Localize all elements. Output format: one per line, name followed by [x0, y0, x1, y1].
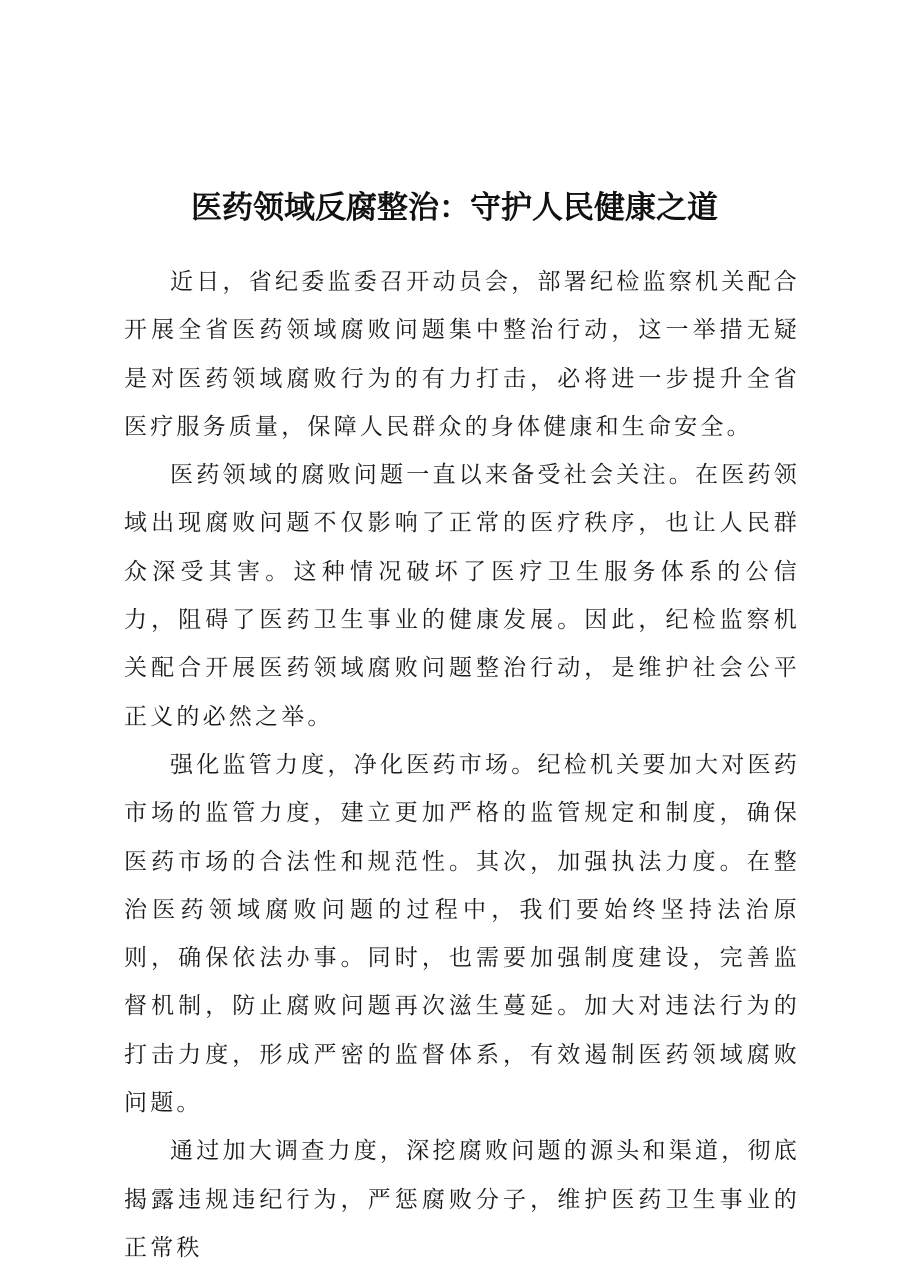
paragraph-1: 近日，省纪委监委召开动员会，部署纪检监察机关配合开展全省医药领域腐败问题集中整治行动，这一举措无疑是对医药领域腐败行为的有力打击，必将进一步提升全省医疗服务质量，保障人民群众的身体健康和生命安全。: [124, 269, 800, 440]
paragraph-4: 通过加大调查力度，深挖腐败问题的源头和渠道，彻底揭露违规违纪行为，严惩腐败分子，维护医药卫生事业的正常秩: [124, 1138, 800, 1261]
paragraph-2: 医药领域的腐败问题一直以来备受社会关注。在医药领域出现腐败问题不仅影响了正常的医疗秩序，也让人民群众深受其害。这种情况破坏了医疗卫生服务体系的公信力，阻碍了医药卫生事业的健康发展。因此，纪检监察机关配合开展医药领域腐败问题整治行动，是维护社会公平正义的必然之举。: [124, 462, 800, 730]
document-title: 医药领域反腐整治：守护人民健康之道: [191, 190, 718, 226]
paragraph-3: 强化监管力度，净化医药市场。纪检机关要加大对医药市场的监管力度，建立更加严格的监管规定和制度，确保医药市场的合法性和规范性。其次，加强执法力度。在整治医药领域腐败问题的过程中，我们要始终坚持法治原则，确保依法办事。同时，也需要加强制度建设，完善监督机制，防止腐败问题再次滋生蔓延。加大对违法行为的打击力度，形成严密的监督体系，有效遏制医药领域腐败问题。: [124, 751, 800, 1117]
document-body: [124, 258, 800, 1272]
